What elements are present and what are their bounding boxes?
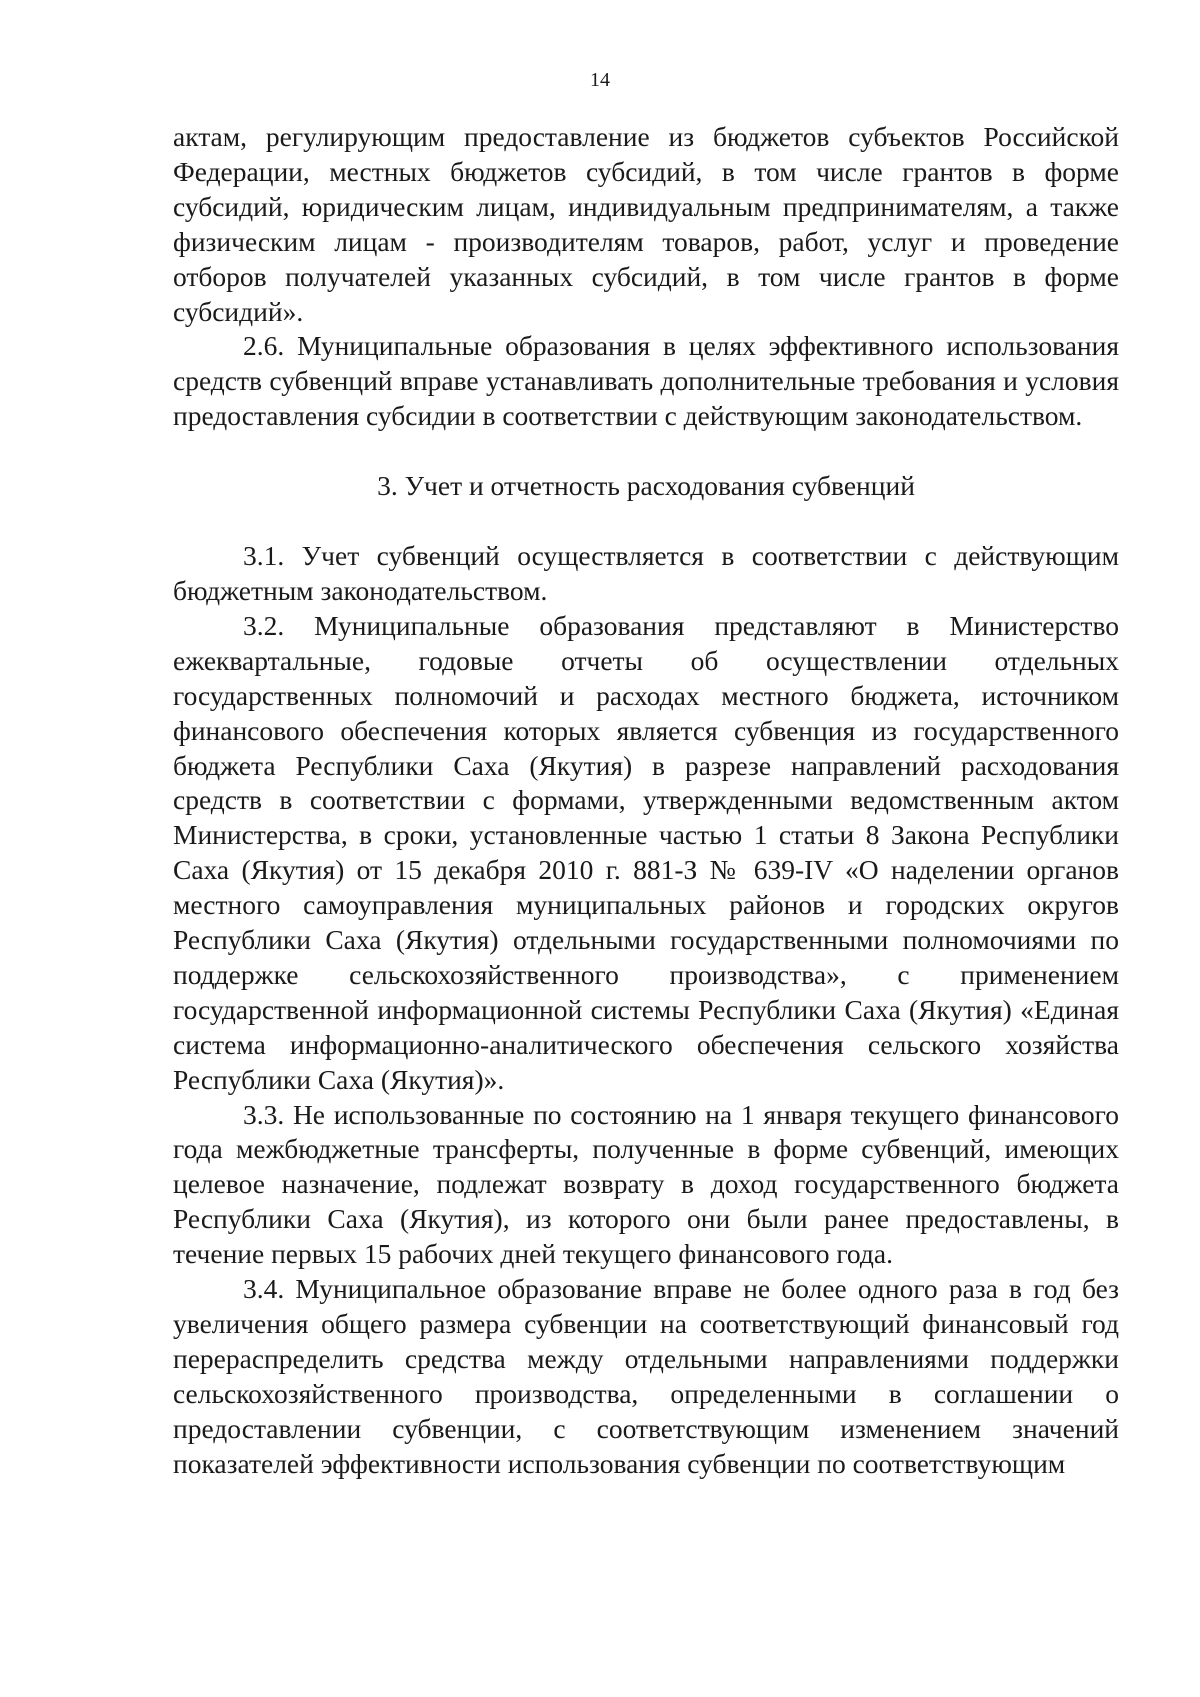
paragraph-3-3: 3.3. Не использованные по состоянию на 1 января текущего финансового года межбюджетные трансферты, полученные в форме субвенций, имеющих целевое назначение, подлежат возврату в доход государственного бюджета Республики Саха (Якутия), из которого они были ранее предоставлены, в течение первых 15 рабочих дней текущего финансового года.	[173, 1098, 1119, 1270]
paragraph-3-4: 3.4. Муниципальное образование вправе не более одного раза в год без увеличения общего размера субвенции на соответствующий финансовый год перераспределить средства между отдельными направлениями поддержки сельскохозяйственного производства, определенными в соглашении о предоставлении субвенции, с соответствующим изменением значений показателей эффективности использования субвенции по соответствующим	[173, 1273, 1119, 1479]
paragraph-3-2: 3.2. Муниципальные образования представляют в Министерство ежеквартальные, годовые отчеты об осуществлении отдельных государственных полномочий и расходах местного бюджета, источником финансового обеспечения которых является субвенция из государственного бюджета Республики Саха (Якутия) в разрезе направлений расходования средств в соответствии с формами, утвержденными ведомственным актом Министерства, в сроки, установленные частью 1 статьи 8 Закона Республики Саха (Якутия) от 15 декабря 2010 г. 881-З № 639-IV «О наделении органов местного самоуправления муниципальных районов и городских округов Республики Саха (Якутия) отдельными государственными полномочиями по поддержке сельскохозяйственного производства», с применением государственной информационной системы Республики Саха (Якутия) «Единая система информационно-аналитического обеспечения сельского хозяйства Республики Саха (Якутия)».	[173, 609, 1119, 1095]
page-number: 14	[590, 69, 610, 91]
paragraph-continuation: актам, регулирующим предоставление из бюджетов субъектов Российской Федерации, местных бюджетов субсидий, в том числе грантов в форме субсидий, юридическим лицам, индивидуальным предпринимателям, а также физическим лицам - производителям товаров, работ, услуг и проведение отборов получателей указанных субсидий, в том числе грантов в форме субсидий».	[173, 121, 1119, 327]
document-body	[173, 120, 1119, 1482]
section-heading-3: 3. Учет и отчетность расходования субвенций	[377, 470, 915, 502]
paragraph-3-1: 3.1. Учет субвенций осуществляется в соответствии с действующим бюджетным законодательством.	[173, 540, 1119, 606]
paragraph-2-6: 2.6. Муниципальные образования в целях эффективного использования средств субвенций вправе устанавливать дополнительные требования и условия предоставления субсидии в соответствии с действующим законодательством.	[173, 330, 1119, 432]
